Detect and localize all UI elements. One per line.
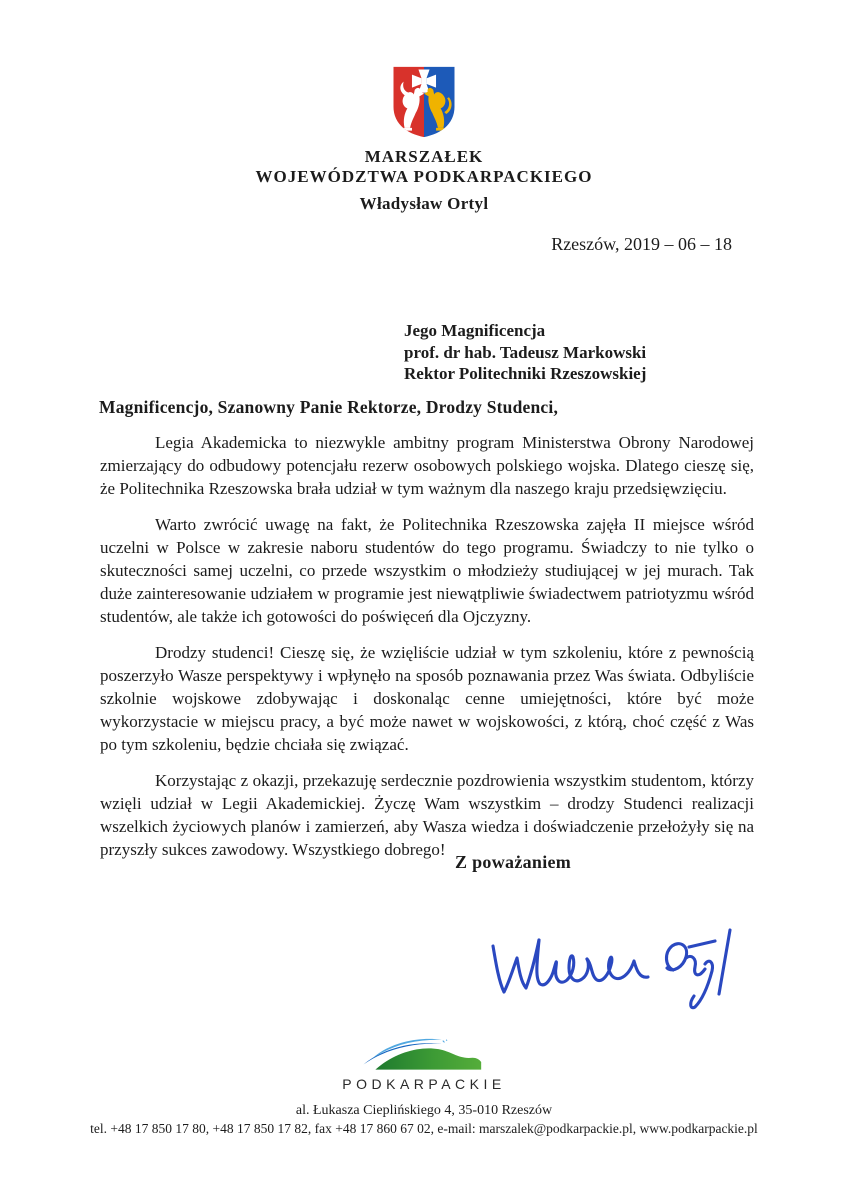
addressee-block <box>404 320 646 385</box>
coat-of-arms-icon <box>390 64 458 138</box>
letterhead-title-line1: MARSZAŁEK <box>364 147 484 166</box>
addressee-line: Rektor Politechniki Rzeszowskiej <box>404 364 647 383</box>
podkarpackie-logo-icon <box>360 1038 488 1074</box>
paragraph: Legia Akademicka to niezwykle ambitny program Ministerstwa Obrony Narodowej zmierzający do odbudowy potencjału rezerw osobowych polskiego wojska. Dlatego cieszę się, że Politechnika Rzeszowska brała udział w tym ważnym dla naszego kraju przedsięwzięciu. <box>100 433 754 498</box>
letterhead <box>0 147 848 214</box>
paragraph: Drodzy studenci! Cieszę się, że wzięliście udział w tym szkoleniu, które z pewnością poszerzyło Wasze perspektywy i wpłynęło na sposób poznawania przez Was świata. Odbyliście szkolnie wojskowe zdobywając i doskonaląc cenne umiejętności, które być może wykorzystacie w miejscu pracy, a być może nawet w wojskowości, z którą, choć część z Was po tym szkoleniu, będzie chciała się związać. <box>100 643 754 754</box>
letter-body <box>100 431 754 874</box>
letterhead-title-line2: WOJEWÓDZTWA PODKARPACKIEGO <box>255 167 593 186</box>
sender-name: Władysław Ortyl <box>359 194 489 213</box>
addressee-line: prof. dr hab. Tadeusz Markowski <box>404 342 647 362</box>
handwritten-signature-icon <box>483 920 735 1016</box>
podkarpackie-logo <box>0 1038 848 1092</box>
paragraph: Korzystając z okazji, przekazuję serdecznie pozdrowienia wszystkim studentom, którzy wzięli udział w Legii Akademickiej. Życzę Wam wszystkim – drodzy Studenci realizacji wszelkich życiowych planów i zamierzeń, aby Wasza wiedza i doświadczenie przełożyły się na przyszły sukces zawodowy. Wszystkiego dobrego! <box>100 771 754 859</box>
footer-address: al. Łukasza Cieplińskiego 4, 35-010 Rzeszów <box>295 1103 553 1118</box>
footer <box>0 1102 848 1138</box>
logo-wordmark: PODKARPACKIE <box>342 1076 506 1092</box>
dateline: Rzeszów, 2019 – 06 – 18 <box>551 234 732 254</box>
addressee-line: Jego Magnificencja <box>404 321 546 340</box>
footer-contact: tel. +48 17 850 17 80, +48 17 850 17 82, fax +48 17 860 67 02, e-mail: marszalek@podkarpackie.pl, www.podkarpackie.pl <box>90 1121 758 1136</box>
salutation: Magnificencjo, Szanowny Panie Rektorze, Drodzy Studenci, <box>99 397 559 417</box>
paragraph: Warto zwrócić uwagę na fakt, że Politechnika Rzeszowska zajęła II miejsce wśród uczelni w Polsce w zakresie naboru studentów do tego programu. Świadczy to nie tylko o skuteczności samej uczelni, co przede wszystkim o młodzieży studiującej w jej murach. Tak duże zainteresowanie udziałem w programie jest niewątpliwie świadectwem patriotyzmu wśród studentów, ale także ich gotowości do poświęceń dla Ojczyzny. <box>100 515 754 626</box>
closing-phrase: Z poważaniem <box>455 852 572 872</box>
